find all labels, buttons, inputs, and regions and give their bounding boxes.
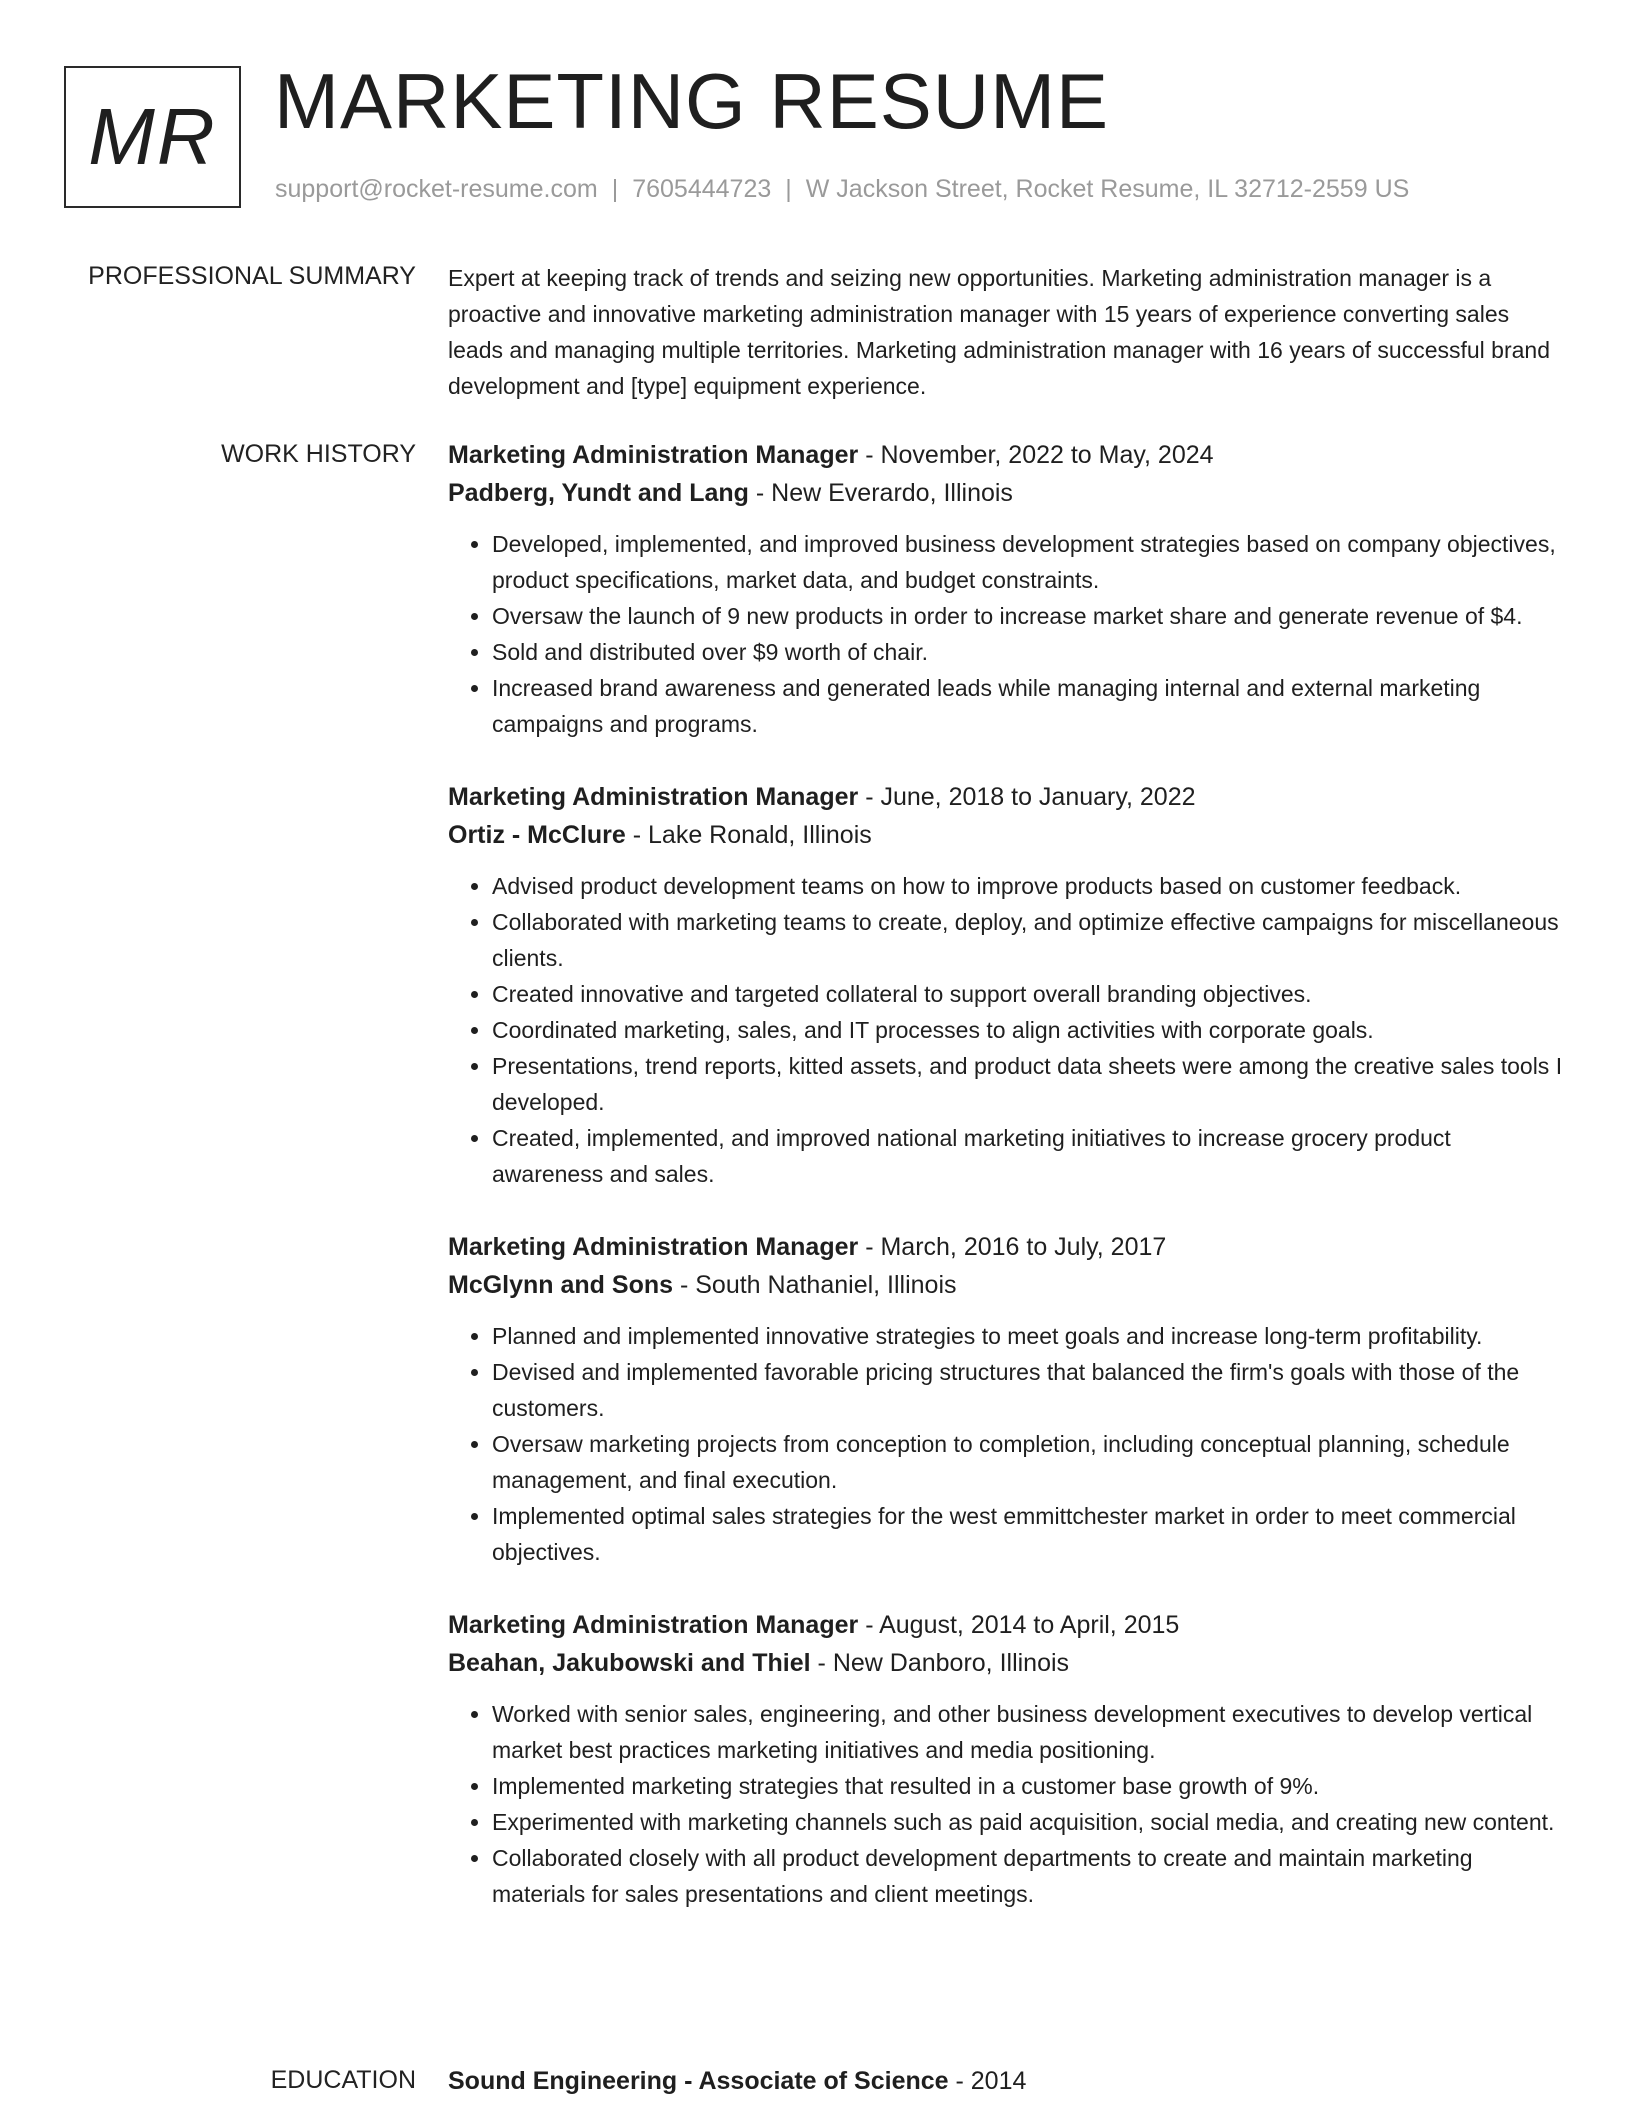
job-title: Marketing Administration Manager xyxy=(448,1233,859,1261)
job-entry xyxy=(448,436,1566,742)
contact-email: support@rocket-resume.com xyxy=(275,175,598,203)
job-bullet: • Implemented marketing strategies that resulted in a customer base growth of 9%. xyxy=(492,1768,1566,1804)
contact-address: W Jackson Street, Rocket Resume, IL 32712-2559 US xyxy=(805,175,1410,203)
job-company: McGlynn and Sons xyxy=(448,1271,674,1299)
job-location: Lake Ronald, Illinois xyxy=(648,821,872,849)
job-bullet: • Sold and distributed over $9 worth of chair. xyxy=(492,634,1566,670)
job-company-line xyxy=(448,1644,1566,1682)
job-title: Marketing Administration Manager xyxy=(448,1611,859,1639)
contact-phone: 7605444723 xyxy=(632,175,772,203)
resume-title: MARKETING RESUME xyxy=(274,57,1110,145)
job-dash: - xyxy=(858,441,881,469)
education-entry xyxy=(448,2062,1566,2100)
job-dash: - xyxy=(748,479,772,507)
job-entry xyxy=(448,1606,1566,1912)
job-bullet: • Created innovative and targeted collateral to support overall branding objectives. xyxy=(492,976,1566,1012)
contact-separator: | xyxy=(785,175,792,203)
job-company-line xyxy=(448,816,1566,854)
job-bullet-list xyxy=(448,868,1566,1192)
job-location: New Danboro, Illinois xyxy=(832,1649,1070,1677)
job-title-line xyxy=(448,436,1566,474)
job-dash: - xyxy=(858,1611,880,1639)
education-year: 2014 xyxy=(970,2067,1027,2095)
job-bullet: • Oversaw the launch of 9 new products in order to increase market share and generate revenue of $4. xyxy=(492,598,1566,634)
job-bullet: • Increased brand awareness and generated leads while managing internal and external marketing campaigns and programs. xyxy=(492,670,1566,742)
job-bullet: • Coordinated marketing, sales, and IT processes to align activities with corporate goals. xyxy=(492,1012,1566,1048)
job-title-line xyxy=(448,1606,1566,1644)
job-title-line xyxy=(448,1228,1566,1266)
work-history-list xyxy=(448,436,1566,1948)
section-label-work-history: WORK HISTORY xyxy=(221,440,416,468)
education-degree: Sound Engineering - Associate of Science xyxy=(448,2067,949,2095)
job-dates: June, 2018 to January, 2022 xyxy=(880,783,1196,811)
job-title-line xyxy=(448,778,1566,816)
job-bullet: • Devised and implemented favorable pricing structures that balanced the firm's goals with those of the customers. xyxy=(492,1354,1566,1426)
job-bullet-list xyxy=(448,1696,1566,1912)
job-bullet: • Presentations, trend reports, kitted assets, and product data sheets were among the creative sales tools I developed. xyxy=(492,1048,1566,1120)
job-company: Ortiz - McClure xyxy=(448,821,626,849)
job-bullet: • Created, implemented, and improved national marketing initiatives to increase grocery product awareness and sales. xyxy=(492,1120,1566,1192)
job-dates: August, 2014 to April, 2015 xyxy=(879,1611,1180,1639)
job-bullet: • Developed, implemented, and improved business development strategies based on company objectives, product specifications, market data, and budget constraints. xyxy=(492,526,1566,598)
job-bullet: • Implemented optimal sales strategies for the west emmittchester market in order to meet commercial objectives. xyxy=(492,1498,1566,1570)
job-bullet: • Advised product development teams on how to improve products based on customer feedback. xyxy=(492,868,1566,904)
job-dash: - xyxy=(625,821,649,849)
job-bullet: • Oversaw marketing projects from conception to completion, including conceptual planning, schedule management, and final execution. xyxy=(492,1426,1566,1498)
job-entry xyxy=(448,1228,1566,1570)
job-dash: - xyxy=(858,783,881,811)
job-title: Marketing Administration Manager xyxy=(448,783,859,811)
job-dash: - xyxy=(810,1649,833,1677)
job-location: South Nathaniel, Illinois xyxy=(695,1271,957,1299)
job-title: Marketing Administration Manager xyxy=(448,441,859,469)
job-company-line xyxy=(448,474,1566,512)
job-company: Padberg, Yundt and Lang xyxy=(448,479,749,507)
education-dash: - xyxy=(948,2067,971,2095)
job-dates: November, 2022 to May, 2024 xyxy=(880,441,1214,469)
monogram-logo: MR xyxy=(64,66,241,208)
education-line xyxy=(448,2062,1566,2100)
job-bullet: • Experimented with marketing channels such as paid acquisition, social media, and creating new content. xyxy=(492,1804,1566,1840)
job-company-line xyxy=(448,1266,1566,1304)
job-dates: March, 2016 to July, 2017 xyxy=(880,1233,1167,1261)
job-bullet: • Worked with senior sales, engineering, and other business development executives to develop vertical market best practices marketing initiatives and media positioning. xyxy=(492,1696,1566,1768)
section-label-summary: PROFESSIONAL SUMMARY xyxy=(88,262,416,290)
contact-line xyxy=(275,175,1409,204)
job-location: New Everardo, Illinois xyxy=(771,479,1013,507)
job-bullet: • Collaborated with marketing teams to create, deploy, and optimize effective campaigns for miscellaneous clients. xyxy=(492,904,1566,976)
job-dash: - xyxy=(858,1233,881,1261)
job-bullet-list xyxy=(448,526,1566,742)
job-company: Beahan, Jakubowski and Thiel xyxy=(448,1649,811,1677)
summary-text: Expert at keeping track of trends and seizing new opportunities. Marketing administration manager is a proactive and innovative marketing administration manager with 15 years of experience converting sales leads and managing multiple territories. Marketing administration manager with 16 years of successful brand development and [type] equipment experience. xyxy=(448,265,1550,399)
job-bullet-list xyxy=(448,1318,1566,1570)
job-dash: - xyxy=(673,1271,696,1299)
job-bullet: • Planned and implemented innovative strategies to meet goals and increase long-term profitability. xyxy=(492,1318,1566,1354)
section-label-education: EDUCATION xyxy=(270,2066,416,2094)
job-bullet: • Collaborated closely with all product development departments to create and maintain marketing materials for sales presentations and client meetings. xyxy=(492,1840,1566,1912)
contact-separator: | xyxy=(611,175,619,203)
job-entry xyxy=(448,778,1566,1192)
